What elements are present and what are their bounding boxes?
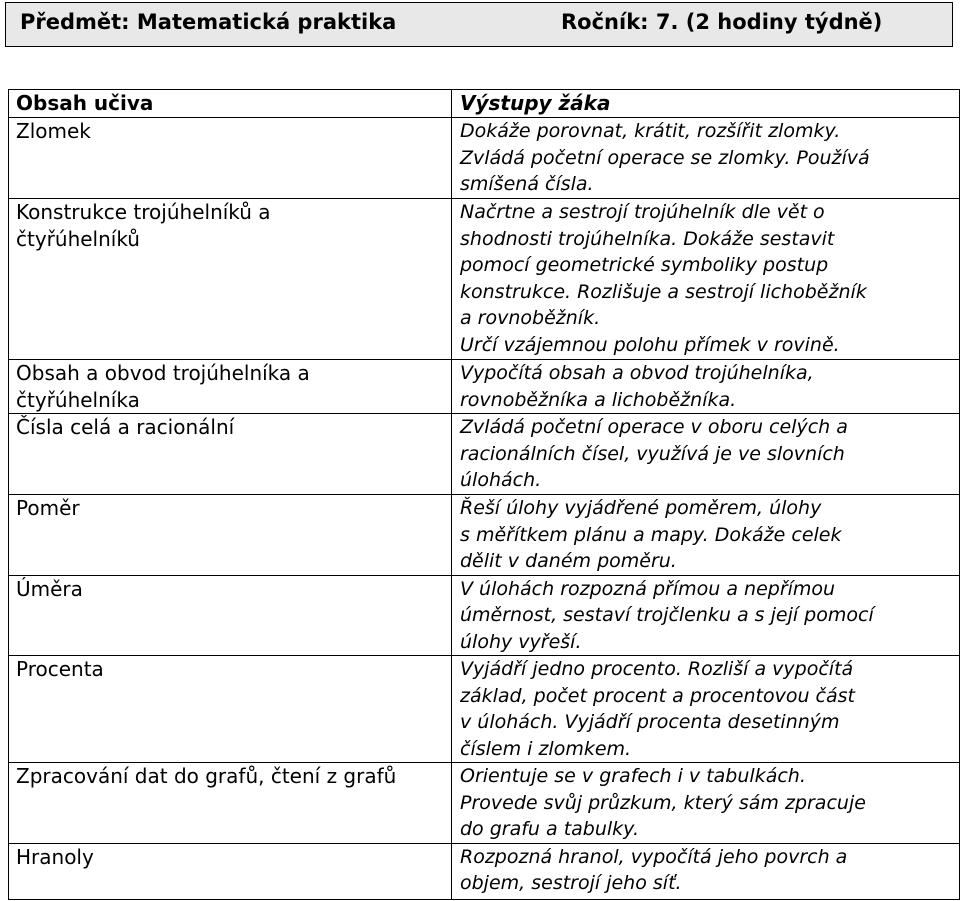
- outcome-line: Vypočítá obsah a obvod trojúhelníka,: [460, 362, 814, 384]
- topic-line: Zlomek: [16, 119, 91, 143]
- topic-line: Konstrukce trojúhelníků a: [16, 200, 271, 224]
- outcome-line: s měřítkem plánu a mapy. Dokáže celek: [460, 523, 842, 546]
- outcome-cell: [452, 575, 960, 656]
- outcome-line: Zvládá početní operace se zlomky. Používá: [460, 146, 870, 169]
- table-row: [9, 843, 960, 899]
- table-row: [9, 575, 960, 656]
- topic-cell: [9, 199, 452, 360]
- table-header-row: [9, 90, 960, 118]
- outcome-line: číslem i zlomkem.: [460, 737, 632, 760]
- outcome-line: v úlohách. Vyjádří procenta desetinným: [460, 711, 840, 733]
- outcome-line: Orientuje se v grafech i v tabulkách.: [460, 765, 806, 787]
- topic-cell: [9, 414, 452, 495]
- topic-cell: [9, 843, 452, 899]
- outcome-line: dělit v daném poměru.: [460, 550, 677, 572]
- topic-line: Zpracování dat do grafů, čtení z grafů: [16, 764, 397, 788]
- outcome-line: a rovnoběžník.: [460, 307, 601, 329]
- column-header-content: Obsah učiva: [9, 90, 452, 118]
- topic-cell: [9, 656, 452, 763]
- outcome-line: shodnosti trojúhelníka. Dokáže sestavit: [460, 227, 835, 250]
- outcome-line: pomocí geometrické symboliky postup: [460, 254, 829, 276]
- outcome-line: Zvládá početní operace v oboru celých a: [460, 416, 848, 438]
- topic-cell: [9, 763, 452, 844]
- topic-line: Hranoly: [16, 844, 94, 869]
- outcome-line: Načrtne a sestrojí trojúhelník dle vět o: [460, 201, 825, 223]
- outcome-line: rovnoběžníka a lichoběžníka.: [460, 388, 737, 411]
- topic-cell: [9, 495, 452, 576]
- subject-header: [5, 2, 953, 47]
- outcome-cell: [452, 656, 960, 763]
- outcome-line: Řeší úlohy vyjádřené poměrem, úlohy: [460, 497, 822, 519]
- outcome-line: smíšená čísla.: [460, 173, 594, 195]
- outcome-line: do grafu a tabulky.: [460, 818, 639, 840]
- outcome-line: Určí vzájemnou polohu přímek v rovině.: [460, 333, 840, 356]
- outcome-line: racionálních čísel, využívá je ve slovních: [460, 442, 845, 465]
- table-row: [9, 656, 960, 763]
- table-row: [9, 118, 960, 199]
- table-row: [9, 763, 960, 844]
- outcome-line: Provede svůj průzkum, který sám zpracuje: [460, 791, 866, 814]
- topic-line: čtyřúhelníka: [16, 387, 140, 412]
- topic-cell: [9, 360, 452, 414]
- topic-line: čtyřúhelníků: [16, 226, 140, 251]
- table-row: [9, 360, 960, 414]
- table-row: [9, 414, 960, 495]
- grade-info: Ročník: 7. (2 hodiny týdně): [561, 10, 883, 34]
- outcome-line: Vyjádří jedno procento. Rozliší a vypočítá: [460, 658, 854, 680]
- outcome-line: Dokáže porovnat, krátit, rozšířit zlomky.: [460, 120, 841, 142]
- outcome-cell: [452, 199, 960, 360]
- topic-line: Úměra: [16, 576, 83, 601]
- outcome-line: objem, sestrojí jeho síť.: [460, 872, 682, 894]
- topic-line: Poměr: [16, 496, 80, 520]
- topic-cell: [9, 575, 452, 656]
- outcome-line: úměrnost, sestaví trojčlenku a s její pomocí: [460, 604, 874, 626]
- outcome-cell: [452, 360, 960, 414]
- outcome-cell: [452, 414, 960, 495]
- outcome-line: V úlohách rozpozná přímou a nepřímou: [460, 577, 836, 600]
- topic-line: Obsah a obvod trojúhelníka a: [16, 361, 310, 385]
- outcome-line: Rozpozná hranol, vypočítá jeho povrch a: [460, 845, 848, 868]
- outcome-line: úlohách.: [460, 469, 542, 491]
- table-row: [9, 495, 960, 576]
- outcome-cell: [452, 495, 960, 576]
- topic-line: Procenta: [16, 657, 104, 681]
- topic-line: Čísla celá a racionální: [16, 415, 235, 439]
- table-row: [9, 199, 960, 360]
- outcome-line: základ, počet procent a procentovou část: [460, 684, 855, 707]
- curriculum-table: [8, 89, 960, 900]
- subject-title: Předmět: Matematická praktika: [20, 10, 397, 34]
- outcome-cell: [452, 118, 960, 199]
- outcome-line: úlohy vyřeší.: [460, 630, 582, 653]
- outcome-cell: [452, 843, 960, 899]
- topic-cell: [9, 118, 452, 199]
- outcome-cell: [452, 763, 960, 844]
- column-header-outcomes: Výstupy žáka: [452, 90, 960, 118]
- outcome-line: konstrukce. Rozlišuje a sestrojí lichoběžník: [460, 280, 867, 303]
